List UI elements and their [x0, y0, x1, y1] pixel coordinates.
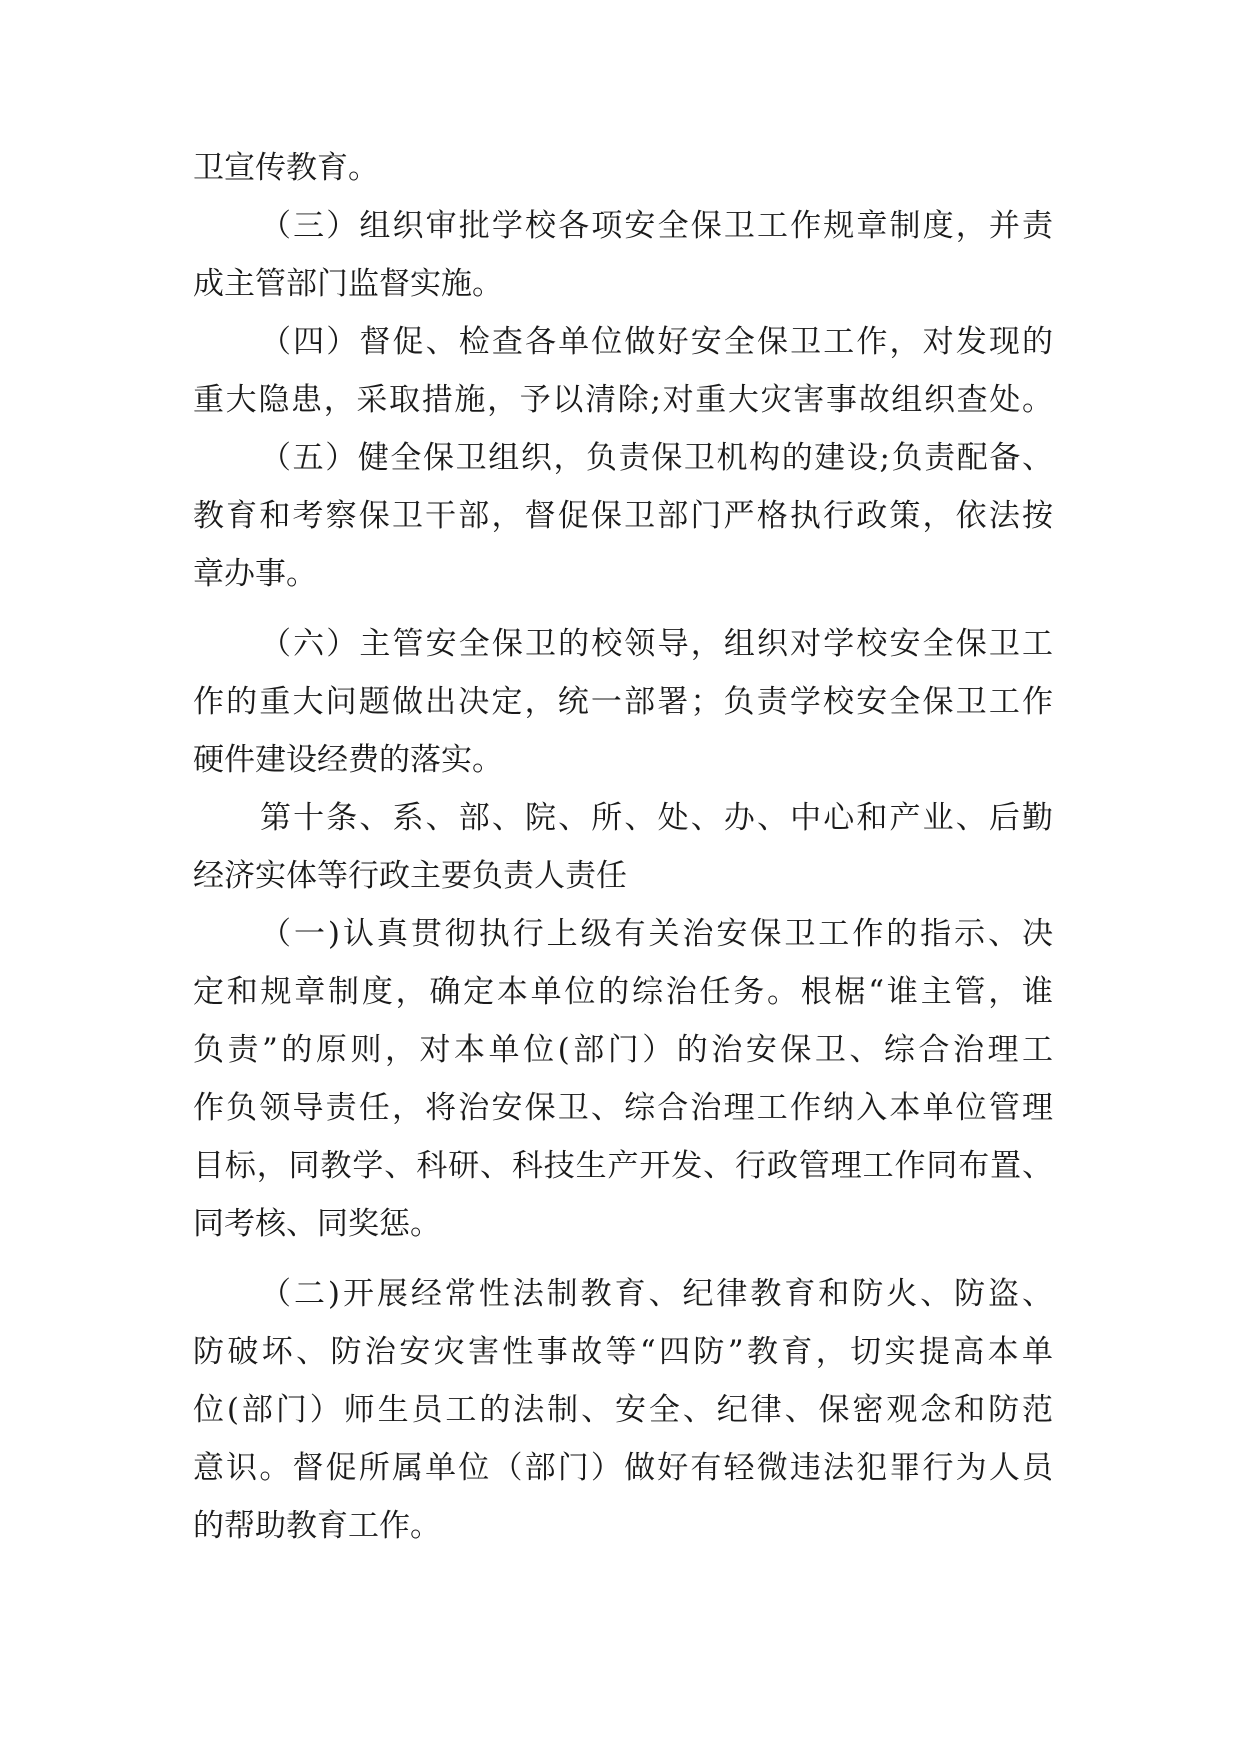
text-line: 卫宣传教育。	[193, 150, 379, 186]
text-line: （二)开展经常性法制教育、纪律教育和防火、防盗、	[260, 1276, 1053, 1312]
text-line: 教育和考察保卫干部，督促保卫部门严格执行政策，依法按	[193, 498, 1053, 534]
text-line: 意识。督促所属单位（部门）做好有轻微违法犯罪行为人员	[193, 1450, 1053, 1486]
text-line: 负责”的原则，对本单位(部门）的治安保卫、综合治理工	[193, 1032, 1053, 1068]
text-line: 位(部门）师生员工的法制、安全、纪律、保密观念和防范	[193, 1392, 1053, 1428]
text-line: 同考核、同奖惩。	[193, 1206, 441, 1242]
text-line: 第十条、系、部、院、所、处、办、中心和产业、后勤	[260, 800, 1053, 836]
text-line: （三）组织审批学校各项安全保卫工作规章制度，并责	[260, 208, 1053, 244]
text-line: 目标，同教学、科研、科技生产开发、行政管理工作同布置、	[193, 1148, 1053, 1184]
text-line: 作的重大问题做出决定，统一部署；负责学校安全保卫工作	[193, 684, 1053, 720]
text-line: 章办事。	[193, 556, 317, 592]
text-line: 定和规章制度，确定本单位的综治任务。根椐“谁主管，谁	[193, 974, 1053, 1010]
text-line: （四）督促、检查各单位做好安全保卫工作，对发现的	[260, 324, 1053, 360]
text-line: 重大隐患，采取措施，予以清除;对重大灾害事故组织查处。	[193, 382, 1053, 418]
text-line: 的帮助教育工作。	[193, 1508, 441, 1544]
text-line: 成主管部门监督实施。	[193, 266, 503, 302]
text-line: （一)认真贯彻执行上级有关治安保卫工作的指示、决	[260, 916, 1053, 952]
text-line: 硬件建设经费的落实。	[193, 742, 503, 778]
text-line: 经济实体等行政主要负责人责任	[193, 858, 627, 894]
text-line: 防破坏、防治安灾害性事故等“四防”教育，切实提高本单	[193, 1334, 1053, 1370]
text-line: 作负领导责任，将治安保卫、综合治理工作纳入本单位管理	[193, 1090, 1053, 1126]
text-line: （五）健全保卫组织，负责保卫机构的建设;负责配备、	[260, 440, 1053, 476]
text-line: （六）主管安全保卫的校领导，组织对学校安全保卫工	[260, 626, 1053, 662]
